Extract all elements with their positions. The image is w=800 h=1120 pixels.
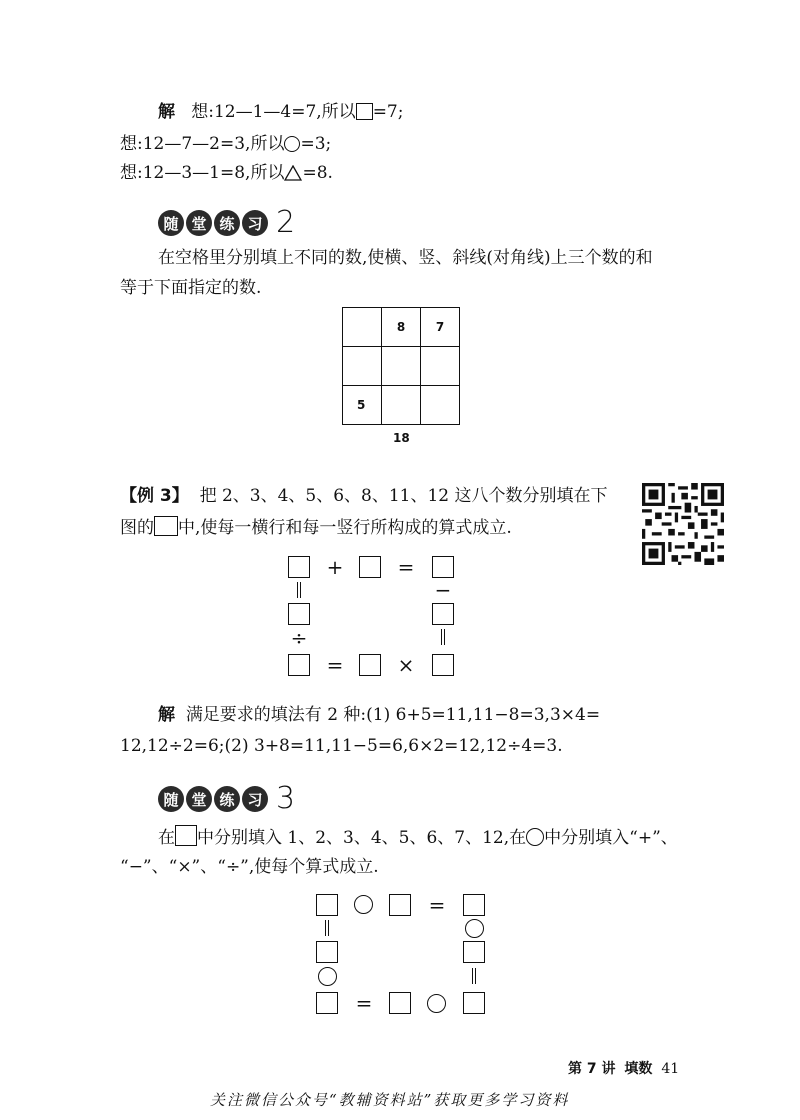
blank-box [463, 941, 485, 963]
watermark-banner: 关注微信公众号“教辅资料站”获取更多学习资料 [210, 1091, 570, 1109]
blank-box [432, 654, 454, 676]
practice-char: 习 [242, 786, 268, 812]
vertical-equals-sign [441, 629, 445, 645]
equals-sign: = [397, 555, 415, 579]
blank-box [316, 992, 338, 1014]
example-3-line-2 [120, 516, 512, 539]
solution-label: 解 [158, 705, 175, 725]
solution-text: 想:12—3—1=8,所以 [120, 163, 285, 183]
square-symbol [356, 103, 373, 120]
practice-char: 练 [214, 786, 240, 812]
square-symbol [175, 825, 197, 846]
example-3-line-1 [120, 485, 608, 507]
practice-number: 3 [276, 781, 296, 816]
solution-3-line-1 [158, 704, 600, 726]
circle-symbol [284, 136, 300, 152]
example-label: 【例 3】 [120, 486, 189, 506]
practice-2-header [158, 205, 296, 240]
triangle-symbol [284, 165, 302, 181]
practice-char: 随 [158, 786, 184, 812]
solution-line-1 [158, 101, 403, 123]
grid-cell [343, 308, 382, 347]
equals-sign: = [355, 991, 373, 1015]
grid-sum-label: 18 [393, 431, 410, 445]
vertical-equals-sign [325, 920, 329, 936]
grid-cell [421, 386, 460, 425]
blank-box [463, 992, 485, 1014]
blank-box [359, 654, 381, 676]
practice-char: 随 [158, 210, 184, 236]
example-text: 图的 [120, 518, 154, 538]
grid-cell [421, 347, 460, 386]
blank-circle [427, 994, 446, 1013]
grid-cell [382, 386, 421, 425]
divide-sign: ÷ [290, 626, 308, 650]
vertical-equals-sign [472, 968, 476, 984]
practice-char: 堂 [186, 210, 212, 236]
solution-line-3 [120, 162, 333, 184]
topic-label: 填数 [624, 1061, 653, 1077]
blank-circle [318, 967, 337, 986]
practice-char: 练 [214, 210, 240, 236]
grid-cell [343, 347, 382, 386]
practice-text: 在 [158, 828, 175, 848]
plus-sign: + [326, 555, 344, 579]
solution-line-2 [120, 133, 331, 155]
times-sign: × [397, 653, 415, 677]
practice-2-text-2: 等于下面指定的数. [120, 278, 262, 298]
solution-text: 想:12—1—4=7,所以 [191, 102, 356, 122]
chapter-label: 第 7 讲 [568, 1061, 616, 1077]
blank-box [288, 603, 310, 625]
solution-text-end: =8. [302, 163, 333, 183]
grid-cell: 8 [382, 308, 421, 347]
grid-cell: 7 [421, 308, 460, 347]
practice-3-text-2: “−”、“×”、“÷”,使每个算式成立. [120, 857, 379, 877]
page-number: 41 [661, 1061, 680, 1077]
blank-box [316, 941, 338, 963]
solution-text: 想:12—7—2=3,所以 [120, 134, 285, 154]
blank-box [288, 556, 310, 578]
qr-code [642, 483, 724, 565]
minus-sign: − [434, 578, 452, 602]
grid-cell: 5 [343, 386, 382, 425]
practice-char: 习 [242, 210, 268, 236]
practice-3-header [158, 781, 296, 816]
blank-box [432, 556, 454, 578]
solution-label: 解 [158, 102, 175, 122]
practice-text: 中分别填入“+”、 [544, 828, 678, 848]
practice-3-text-1 [158, 825, 678, 849]
practice-2-text-1: 在空格里分别填上不同的数,使横、竖、斜线(对角线)上三个数的和 [158, 248, 653, 268]
blank-circle [354, 895, 373, 914]
solution-text-end: =7; [372, 102, 404, 122]
magic-square-grid [342, 307, 460, 425]
circle-symbol [526, 828, 544, 846]
solution-text-end: =3; [300, 134, 332, 154]
solution-3-line-2: 12,12÷2=6;(2) 3+8=11,11−5=6,6×2=12,12÷4=3. [120, 736, 563, 756]
blank-box [359, 556, 381, 578]
practice-number: 2 [276, 205, 296, 240]
page-footer [568, 1058, 679, 1078]
solution-text: 满足要求的填法有 2 种:(1) 6+5=11,11−8=3,3×4= [185, 705, 601, 725]
example-text: 中,使每一横行和每一竖行所构成的算式成立. [178, 518, 512, 538]
practice-char: 堂 [186, 786, 212, 812]
blank-box [432, 603, 454, 625]
blank-box [316, 894, 338, 916]
blank-circle [465, 919, 484, 938]
example-text: 把 2、3、4、5、6、8、11、12 这八个数分别填在下 [199, 486, 608, 506]
practice-text: 中分别填入 1、2、3、4、5、6、7、12,在 [197, 828, 527, 848]
equals-sign: = [326, 653, 344, 677]
equals-sign: = [428, 893, 446, 917]
blank-box [389, 992, 411, 1014]
grid-cell [382, 347, 421, 386]
vertical-equals-sign [297, 582, 301, 598]
square-symbol [154, 516, 178, 536]
blank-box [389, 894, 411, 916]
blank-box [463, 894, 485, 916]
blank-box [288, 654, 310, 676]
